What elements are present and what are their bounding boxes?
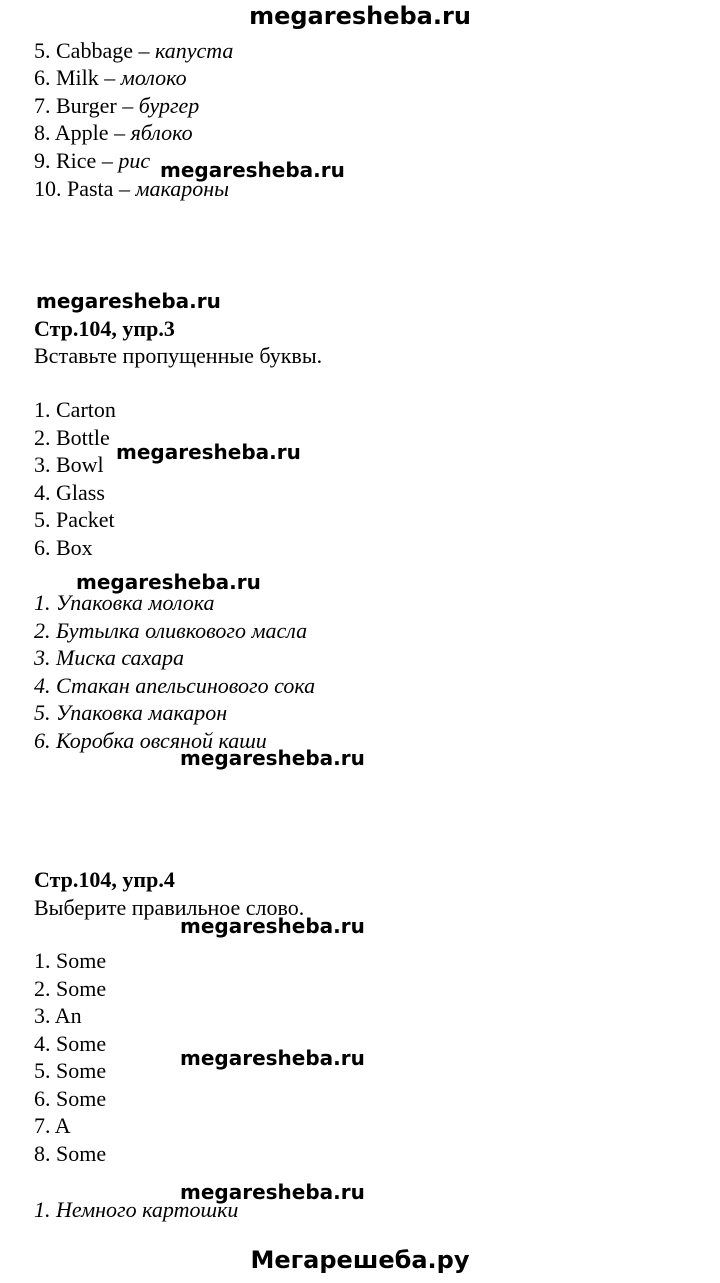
watermark-inline: megaresheba.ru bbox=[160, 158, 345, 182]
translation-item: 6. Коробка овсяной каши bbox=[34, 728, 267, 753]
watermark-inline: megaresheba.ru bbox=[180, 746, 365, 770]
exercise4-title: Стр.104, упр.4 bbox=[34, 867, 175, 892]
list-item: 6. Milk – молоко bbox=[34, 65, 187, 90]
watermark-inline: megaresheba.ru bbox=[76, 570, 261, 594]
watermark-inline: megaresheba.ru bbox=[180, 914, 365, 938]
list-item: 7. Burger – бургер bbox=[34, 93, 200, 118]
exercise3-instruction: Вставьте пропущенные буквы. bbox=[34, 343, 323, 368]
answer-item: 4. Some bbox=[34, 1031, 107, 1056]
answer-item: 7. A bbox=[34, 1113, 71, 1138]
translation-item: 1. Немного картошки bbox=[34, 1197, 239, 1222]
exercise4-instruction: Выберите правильное слово. bbox=[34, 895, 305, 920]
answer-item: 2. Bottle bbox=[34, 425, 110, 450]
translation-item: 5. Упаковка макарон bbox=[34, 700, 228, 725]
answer-item: 8. Some bbox=[34, 1141, 107, 1166]
answer-item: 6. Box bbox=[34, 535, 93, 560]
watermark-inline: megaresheba.ru bbox=[36, 289, 221, 313]
answer-item: 1. Carton bbox=[34, 397, 116, 422]
answer-item: 2. Some bbox=[34, 976, 107, 1001]
watermark-inline: megaresheba.ru bbox=[180, 1046, 365, 1070]
watermark-bottom: Мегарешеба.ру bbox=[250, 1246, 470, 1274]
translation-item: 4. Стакан апельсинового сока bbox=[34, 673, 316, 698]
watermark-inline: megaresheba.ru bbox=[116, 440, 301, 464]
watermark-inline: megaresheba.ru bbox=[180, 1180, 365, 1204]
answer-item: 6. Some bbox=[34, 1086, 107, 1111]
list-item: 5. Cabbage – капуста bbox=[34, 38, 234, 63]
translation-item: 3. Миска сахара bbox=[34, 645, 185, 670]
list-item: 9. Rice – рис bbox=[34, 148, 151, 173]
translation-item: 2. Бутылка оливкового масла bbox=[34, 618, 308, 643]
exercise3-title: Стр.104, упр.3 bbox=[34, 316, 175, 341]
list-item: 8. Apple – яблоко bbox=[34, 120, 193, 145]
answer-item: 5. Packet bbox=[34, 507, 115, 532]
answer-item: 5. Some bbox=[34, 1058, 107, 1083]
watermark-top: megaresheba.ru bbox=[249, 2, 471, 30]
answer-item: 3. Bowl bbox=[34, 452, 104, 477]
answer-item: 3. An bbox=[34, 1003, 82, 1028]
list-item: 10. Pasta – макароны bbox=[34, 176, 230, 201]
translation-item: 1. Упаковка молока bbox=[34, 590, 215, 615]
answer-item: 1. Some bbox=[34, 948, 107, 973]
answer-item: 4. Glass bbox=[34, 480, 105, 505]
